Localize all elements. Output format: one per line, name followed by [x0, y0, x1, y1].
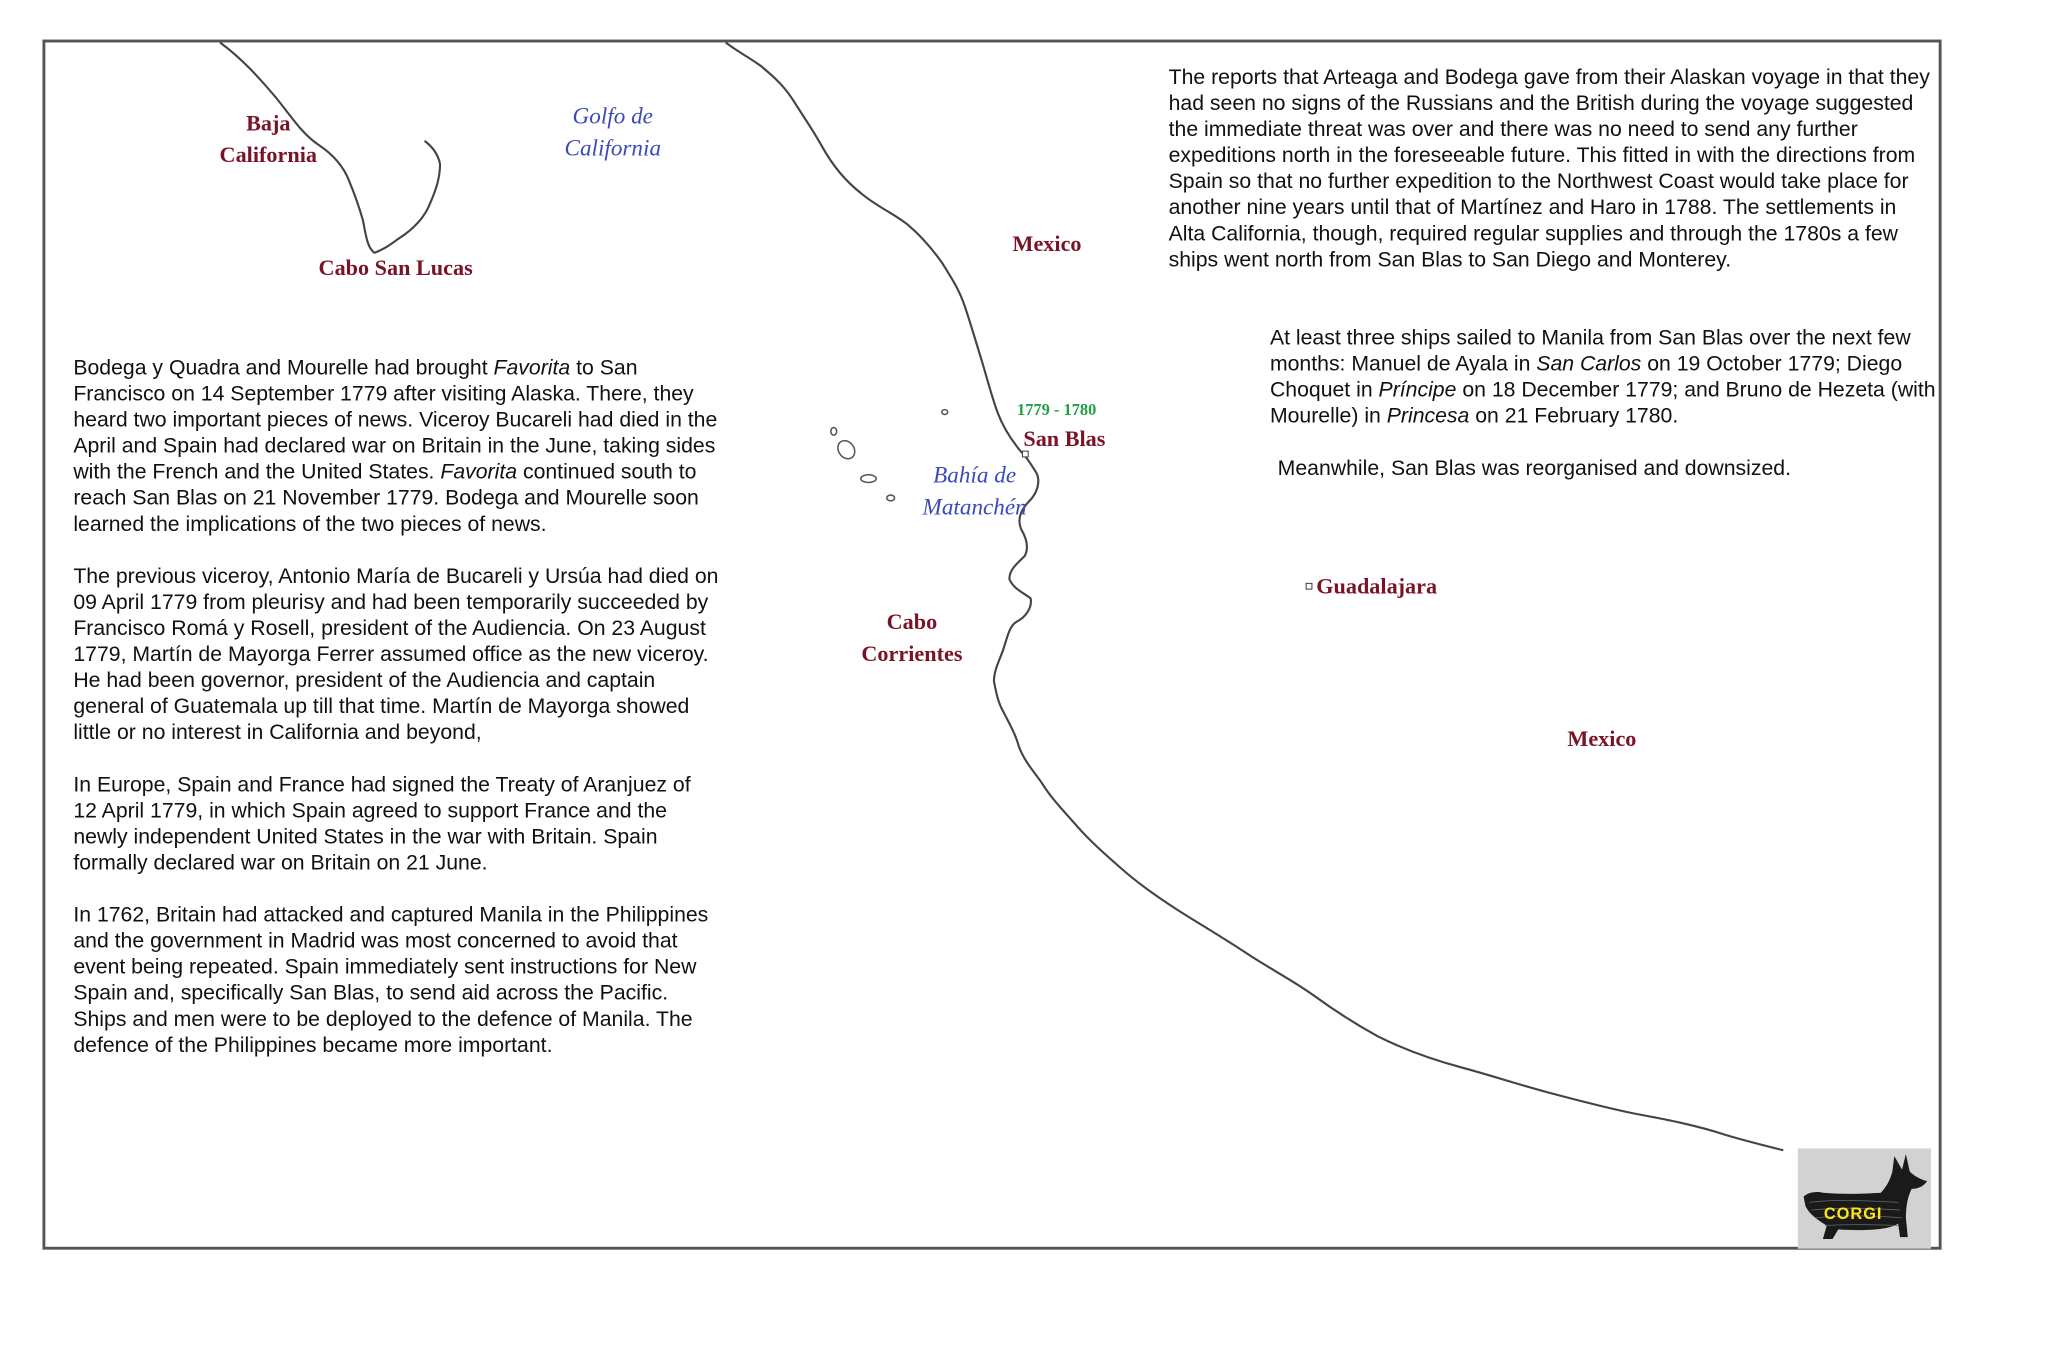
paragraph: In 1762, Britain had attacked and captured Manila in the Philippines and the government in Madrid was most concerned to avoid that event being repeated. Spain immediately sent instructions for New Spain and, specifically San Blas, to send aid across the Pacific. Ships and men were to be deployed to the defence of Manila. The defence of the Philippines became more important.	[73, 902, 709, 1057]
paragraph: The reports that Arteaga and Bodega gave from their Alaskan voyage in that they had seen no signs of the Russians and the British during the voyage suggested the immediate threat was over and there was no need to send any further expeditions north in the foreseeable future. This fitted in with the directions from Spain so that no further expedition to the Northwest Coast would take place for another nine years until that of Martínez and Haro in 1788. The settlements in Alta California, though, required regular supplies and through the 1780s a few ships went north from San Blas to San Diego and Monterey.	[1168, 64, 1930, 272]
right-text-column-top	[1169, 64, 1931, 272]
paragraph: Meanwhile, San Blas was reorganised and downsized.	[1277, 455, 1792, 480]
label-years: 1779 - 1780	[1017, 400, 1097, 419]
label-cabo-corrientes: Cabo Corrientes	[861, 609, 963, 666]
island	[834, 437, 858, 462]
label-mexico-north: Mexico	[1012, 231, 1082, 256]
corgi-icon	[1798, 1148, 1931, 1248]
san-blas-marker	[1022, 451, 1029, 458]
paragraph: At least three ships sailed to Manila from San Blas over the next few months: Manuel de Ayala in San Carlos on 19 October 1779; Diego Choquet in Príncipe on 18 December 1779; and Bruno de Hezeta (with Mourelle) in Princesa on 21 February 1780.	[1269, 325, 1936, 428]
label-san-blas: San Blas	[1023, 426, 1106, 451]
label-mexico-south: Mexico	[1567, 726, 1637, 751]
paragraph: Bodega y Quadra and Mourelle had brought Favorita to San Francisco on 14 September 1779 after visiting Alaska. There, they heard two important pieces of news. Viceroy Bucareli had died in the April and Spain had declared war on Britain in the June, taking sides with the French and the United States. Favorita continued south to reach San Blas on 21 November 1779. Bodega and Mourelle soon learned the implications of the two pieces of news.	[73, 355, 718, 536]
island	[861, 475, 876, 483]
label-bahia-de-matanchen: Bahía de Matanchén	[922, 463, 1027, 521]
guadalajara-marker	[1306, 583, 1313, 590]
island	[831, 427, 837, 435]
badge-text: CORGI	[1823, 1204, 1883, 1223]
label-golfo-de-california: Golfo de California	[564, 104, 662, 162]
right-text-column-bottom	[1270, 324, 1936, 480]
left-text-column	[73, 354, 720, 1057]
label-baja-california: Baja California	[219, 110, 317, 167]
label-guadalajara: Guadalajara	[1316, 574, 1438, 599]
island	[942, 410, 948, 415]
corgi-badge	[1798, 1148, 1931, 1248]
paragraph: In Europe, Spain and France had signed the Treaty of Aranjuez of 12 April 1779, in which Spain agreed to support France and the newly independent United States in the war with Britain. Spain formally declared war on Britain on 21 June.	[73, 772, 691, 875]
paragraph: The previous viceroy, Antonio María de Bucareli y Ursúa had died on 09 April 1779 from pleurisy and had been temporarily succeeded by Francisco Romá y Rosell, president of the Audiencia. On 23 August 1779, Martín de Mayorga Ferrer assumed office as the new viceroy. He had been governor, president of the Audiencia and captain general of Guatemala up till that time. Martín de Mayorga showed little or no interest in California and beyond,	[73, 563, 719, 745]
island	[887, 495, 895, 501]
label-cabo-san-lucas: Cabo San Lucas	[318, 255, 473, 280]
